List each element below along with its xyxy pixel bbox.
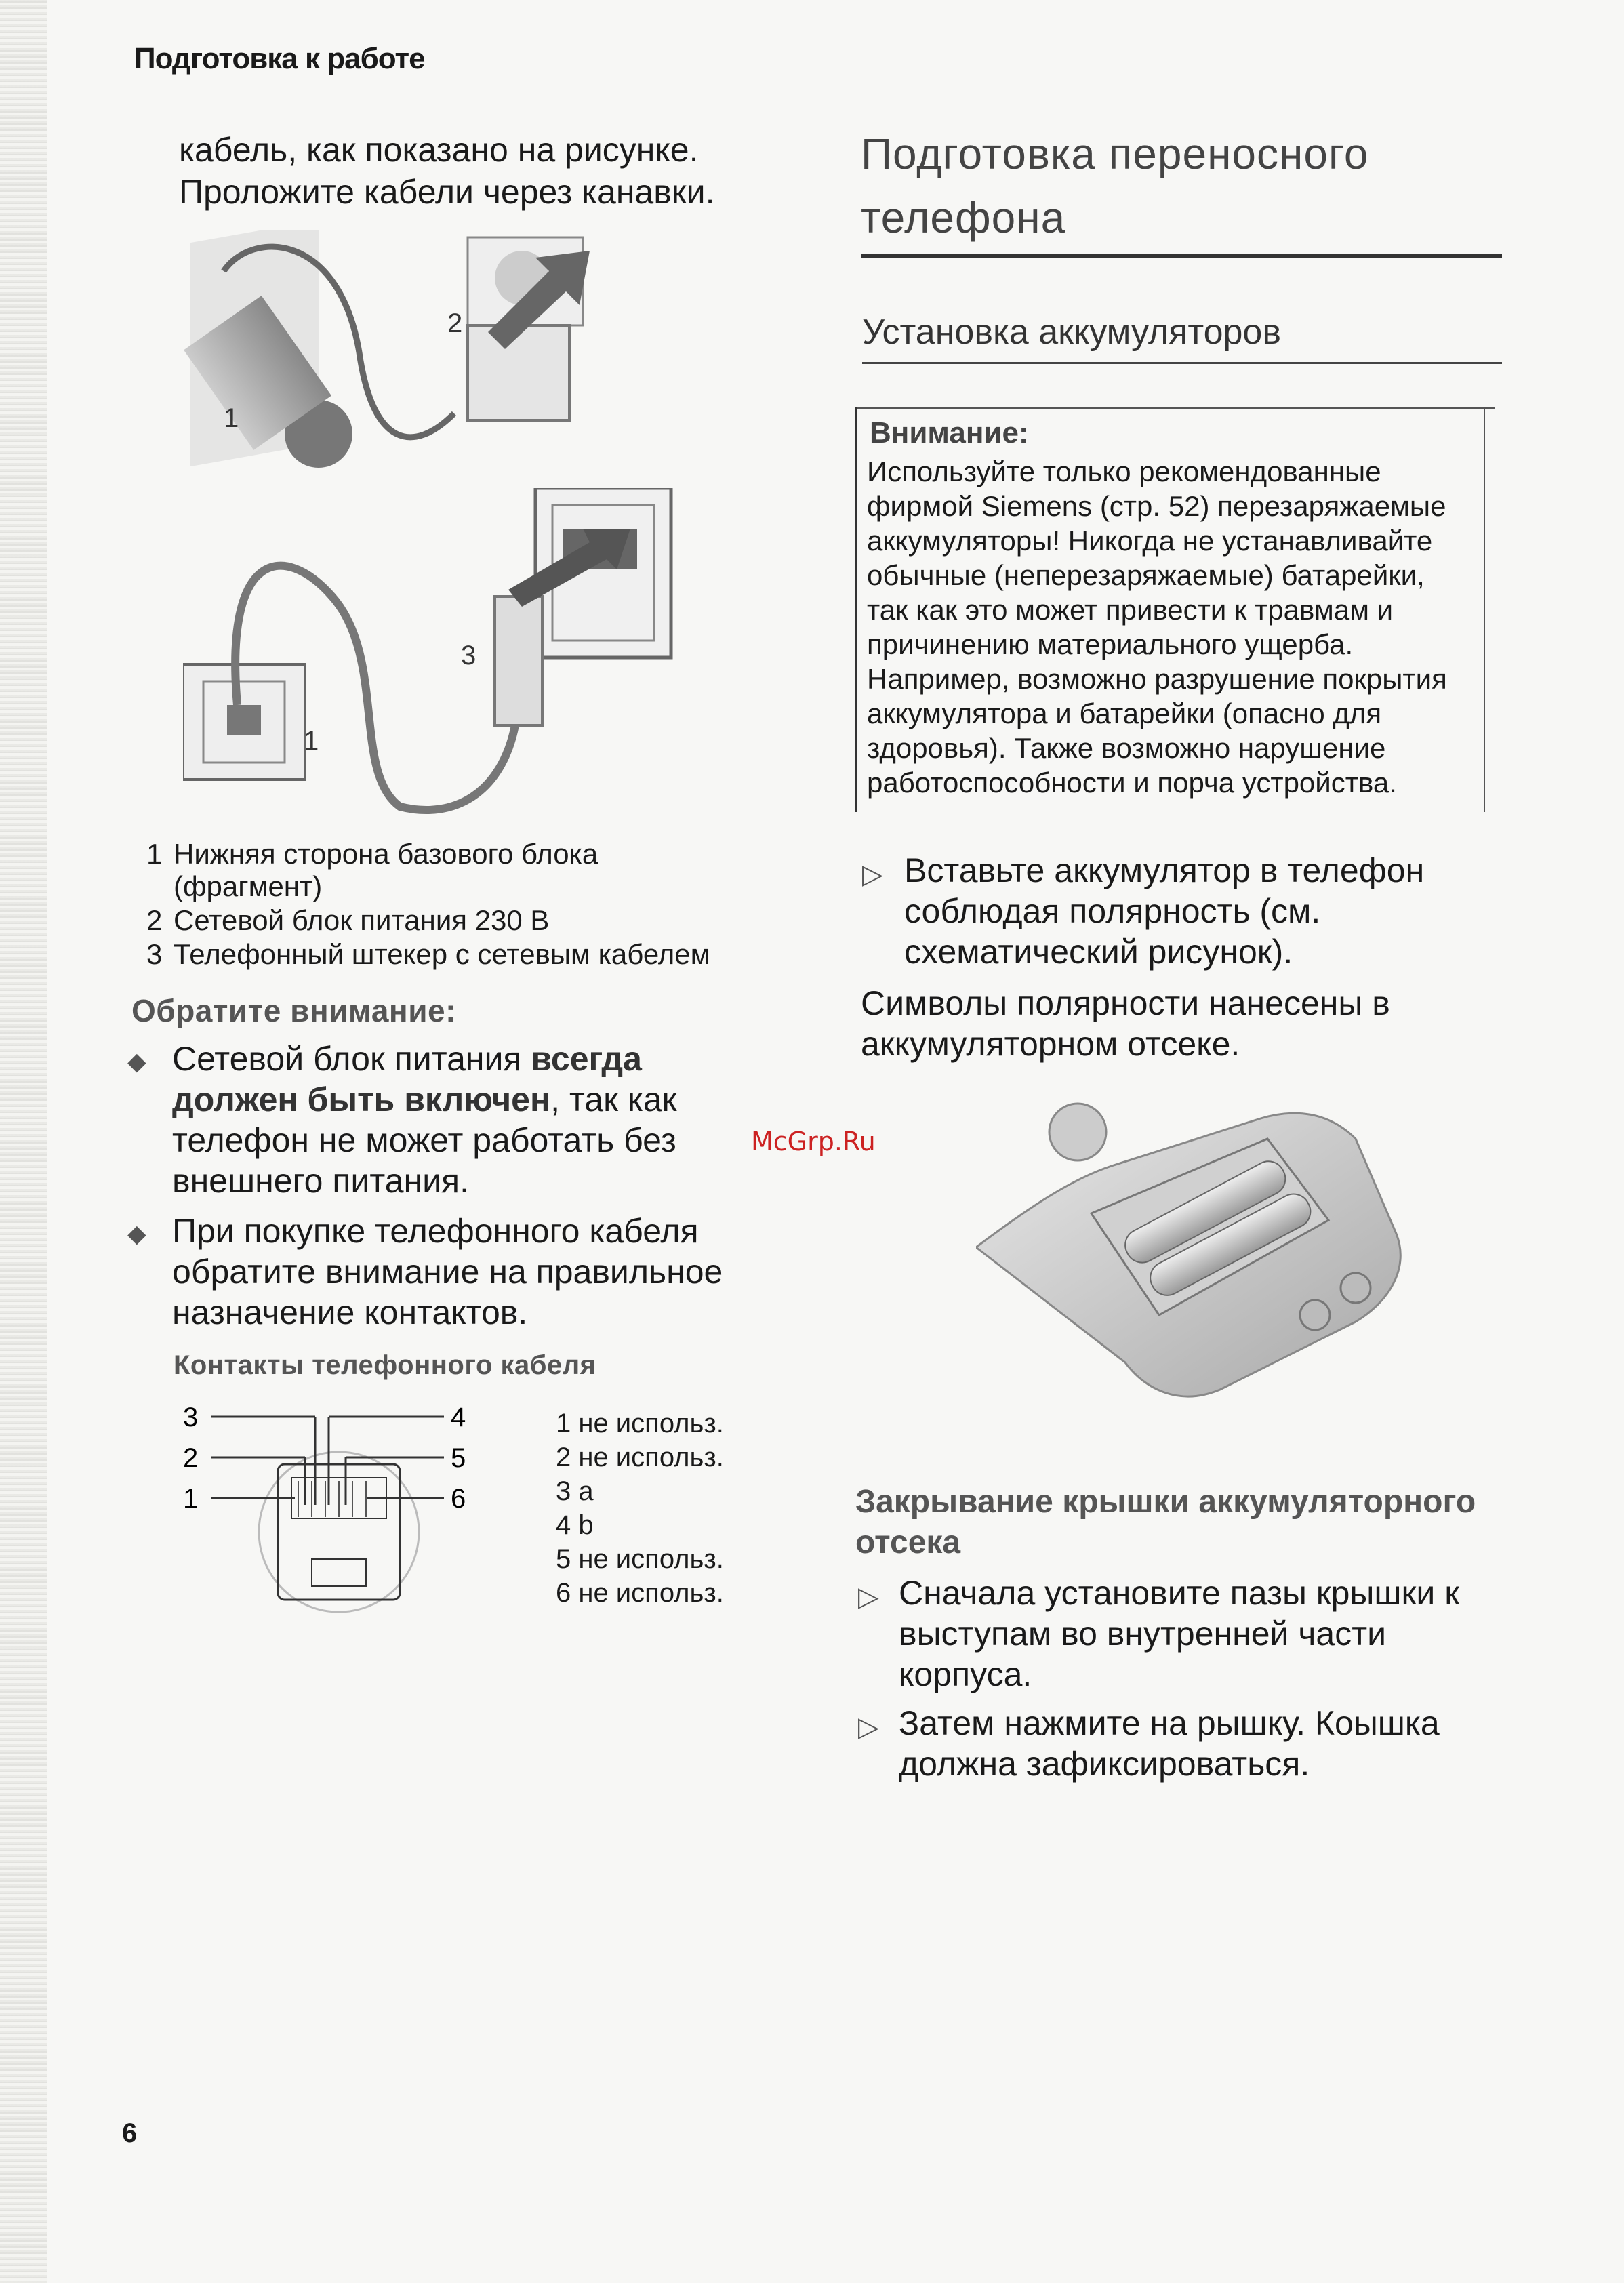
warning-line: здоровья). Также возможно нарушение bbox=[867, 732, 1386, 764]
cover-heading bbox=[855, 1482, 1476, 1563]
intro-text bbox=[179, 129, 715, 213]
warning-line: аккумулятора и батарейки (опасно для bbox=[867, 698, 1382, 729]
warning-line: Используйте только рекомендованные bbox=[867, 456, 1381, 487]
pin-number-2: 2 bbox=[183, 1443, 199, 1473]
pin-legend-row: 1 не использ. bbox=[556, 1409, 724, 1438]
jack-latch bbox=[312, 1559, 366, 1586]
step-line: схематический рисунок). bbox=[904, 933, 1293, 971]
pin-diagram bbox=[176, 1396, 488, 1620]
figure-battery-compartment bbox=[976, 1098, 1410, 1410]
scan-edge bbox=[0, 0, 47, 2283]
label-base: 1 bbox=[304, 726, 319, 756]
caption-row bbox=[146, 904, 710, 937]
note-item bbox=[127, 1211, 723, 1333]
pin-legend bbox=[556, 1407, 724, 1610]
step-arrow-icon: ▷ bbox=[858, 1582, 879, 1612]
warning-line: фирмой Siemens (стр. 52) перезаряжаемые bbox=[867, 490, 1446, 522]
pin-legend-row: 3 a bbox=[556, 1476, 594, 1506]
cover-heading-line: отсека bbox=[855, 1524, 961, 1560]
jack-outline bbox=[259, 1452, 419, 1612]
power-supply-unit bbox=[468, 325, 569, 420]
warning-title: Внимание: bbox=[870, 416, 1029, 449]
running-header: Подготовка к работе bbox=[134, 42, 425, 75]
caption-num: 3 bbox=[146, 938, 163, 970]
note-heading: Обратите внимание: bbox=[131, 993, 456, 1028]
diamond-bullet-icon: ◆ bbox=[127, 1047, 146, 1075]
intro-line: кабель, как показано на рисунке. bbox=[179, 131, 699, 169]
step-line: Затем нажмите на рышку. Коышка bbox=[899, 1704, 1440, 1742]
title-rule bbox=[861, 254, 1502, 258]
step-line: должна зафиксироваться. bbox=[899, 1745, 1310, 1783]
note-text: Сетевой блок питания bbox=[172, 1040, 531, 1078]
chapter-title-line: телефона bbox=[861, 193, 1066, 242]
label-psu: 2 bbox=[447, 308, 463, 338]
chapter-title-line: Подготовка переносного bbox=[861, 129, 1369, 178]
caption-text: Телефонный штекер с сетевым кабелем bbox=[174, 938, 710, 970]
note-bold: всегда bbox=[531, 1040, 642, 1078]
cover-heading-line: Закрывание крышки аккумуляторного bbox=[855, 1484, 1476, 1520]
section-heading: Установка аккумуляторов bbox=[862, 312, 1281, 352]
pin-legend-row: 5 не использ. bbox=[556, 1544, 724, 1574]
step-line: корпуса. bbox=[899, 1655, 1032, 1693]
pin-number-1: 1 bbox=[183, 1484, 199, 1514]
note-text: внешнего питания. bbox=[172, 1162, 470, 1200]
contact-strips bbox=[298, 1481, 366, 1517]
note-text: обратите внимание на правильное bbox=[172, 1253, 723, 1291]
pin-number-4: 4 bbox=[451, 1402, 466, 1432]
polarity-line: аккумуляторном отсеке. bbox=[861, 1025, 1240, 1063]
note-text: При покупке телефонного кабеля bbox=[172, 1212, 699, 1250]
base-socket-jack bbox=[227, 705, 261, 735]
pin-legend-row: 6 не использ. bbox=[556, 1578, 724, 1608]
warning-text bbox=[867, 454, 1484, 800]
cover-step bbox=[858, 1573, 1459, 1695]
section-rule bbox=[862, 362, 1502, 364]
warning-line: обычные (неперезаряжаемые) батарейки, bbox=[867, 559, 1425, 591]
step-line: выступам во внутренней части bbox=[899, 1615, 1387, 1653]
figure-captions bbox=[146, 838, 710, 971]
page-number: 6 bbox=[122, 2118, 138, 2148]
pin-legend-row: 4 b bbox=[556, 1510, 594, 1540]
figure-psu-connection bbox=[183, 230, 685, 481]
note-bold: должен быть включен bbox=[172, 1080, 551, 1118]
caption-text: Нижняя сторона базового блока bbox=[174, 838, 598, 870]
pin-number-3: 3 bbox=[183, 1402, 199, 1432]
step-line: Сначала установите пазы крышки к bbox=[899, 1574, 1460, 1612]
caption-row bbox=[146, 938, 710, 971]
note-text: телефон не может работать без bbox=[172, 1121, 676, 1159]
warning-line: аккумуляторы! Никогда не устанавливайте bbox=[867, 525, 1433, 557]
step-arrow-icon: ▷ bbox=[862, 860, 883, 889]
figure-phone-plug bbox=[183, 488, 685, 820]
caption-row bbox=[146, 870, 710, 903]
intro-line: Проложите кабели через канавки. bbox=[179, 173, 715, 211]
charge-contact bbox=[1300, 1300, 1330, 1330]
polarity-line: Символы полярности нанесены в bbox=[861, 984, 1390, 1022]
step-arrow-icon: ▷ bbox=[858, 1712, 879, 1742]
pin-legend-row: 2 не использ. bbox=[556, 1442, 724, 1472]
step-line: Вставьте аккумулятор в телефон bbox=[904, 851, 1425, 889]
step-line: соблюдая полярность (см. bbox=[904, 892, 1321, 930]
watermark: McGrp.Ru bbox=[751, 1127, 876, 1156]
cover-step bbox=[858, 1703, 1440, 1784]
warning-line: Например, возможно разрушение покрытия bbox=[867, 663, 1447, 695]
warning-box bbox=[855, 407, 1485, 812]
label-base: 1 bbox=[224, 403, 239, 433]
warning-line: причинению материального ущерба. bbox=[867, 628, 1354, 660]
caption-text: Сетевой блок питания 230 В bbox=[174, 904, 550, 936]
label-plug: 3 bbox=[461, 641, 476, 670]
caption-num: 1 bbox=[146, 838, 163, 870]
pin-number-6: 6 bbox=[451, 1484, 466, 1514]
pins-heading: Контакты телефонного кабеля bbox=[174, 1350, 596, 1380]
note-text: назначение контактов. bbox=[172, 1293, 528, 1331]
caption-text: (фрагмент) bbox=[174, 870, 323, 902]
handset-top-keys bbox=[1049, 1104, 1106, 1160]
warning-line: работоспособности и порча устройства. bbox=[867, 767, 1397, 799]
note-item bbox=[127, 1038, 677, 1201]
warning-line: так как это может привести к травмам и bbox=[867, 594, 1394, 626]
phone-plug bbox=[495, 597, 542, 725]
note-text: , так как bbox=[550, 1080, 677, 1118]
caption-row bbox=[146, 838, 710, 870]
polarity-text bbox=[861, 983, 1390, 1064]
diamond-bullet-icon: ◆ bbox=[127, 1219, 146, 1247]
step-insert bbox=[862, 850, 1424, 972]
caption-num: 2 bbox=[146, 904, 163, 936]
charge-contact bbox=[1341, 1273, 1371, 1303]
pin-number-5: 5 bbox=[451, 1443, 466, 1473]
chapter-title bbox=[861, 122, 1368, 249]
